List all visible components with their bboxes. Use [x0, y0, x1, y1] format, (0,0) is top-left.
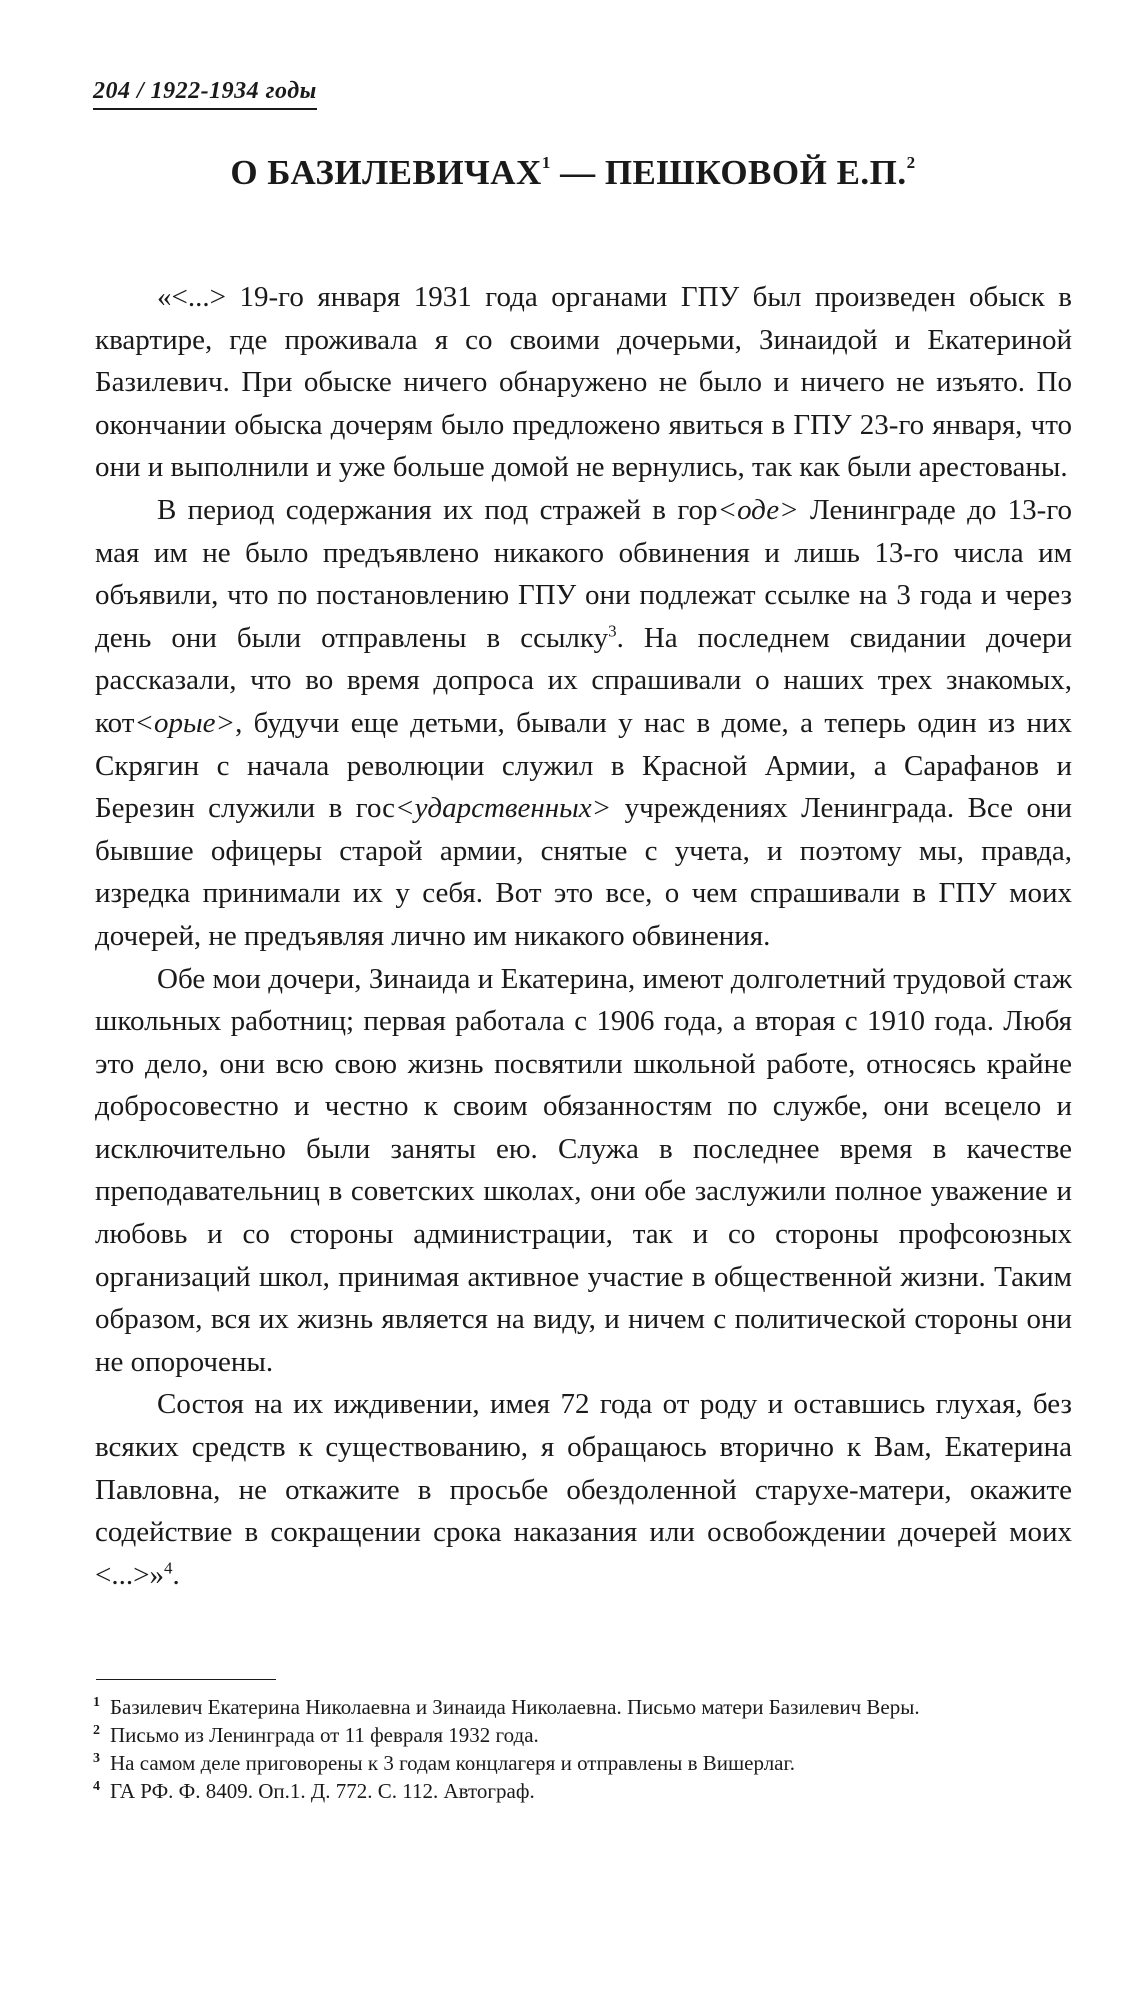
- p2-italic-c: <орые>: [134, 706, 236, 739]
- p2-text-b: Ленинграде до 13-го мая им не было предъявлено никакого обвинения и лишь 13-го числа им объявили, что по постановлению ГПУ они подлежат ссылке на 3 года и через день они были отправлены в ссылку: [95, 493, 1072, 654]
- footnotes: [93, 1693, 1074, 1805]
- p2-italic-d: <ударственных>: [395, 792, 612, 825]
- footnote-1: [93, 1693, 1074, 1721]
- p4-end: .: [172, 1558, 180, 1591]
- title-footnote-ref-2: 2: [906, 153, 916, 173]
- title-part-1: О БАЗИЛЕВИЧАХ: [230, 153, 542, 192]
- footnote-number: 2: [93, 1723, 100, 1738]
- p2-text-d: , будучи еще детьми, бывали у нас в доме, а теперь один из них Скрягин с начала революции служил в Красной Армии, а Сарафанов и Березин служили в гос: [95, 706, 1072, 825]
- footnote-text: Письмо из Ленинграда от 11 февраля 1932 года.: [110, 1723, 539, 1747]
- p4-text: Состоя на их иждивении, имея 72 года от роду и оставшись глухая, без всяких средств к существованию, я обращаюсь вторично к Вам, Екатерина Павловна, не откажите в просьбе обездоленной старухе-матери, окажите содействие в сокращении срока наказания или освобождении дочерей моих <...>»: [95, 1388, 1072, 1591]
- footnote-ref-4: 4: [163, 1558, 173, 1578]
- p2-text-c: . На последнем свидании дочери рассказали, что во время допроса их спрашивали о наших трех знакомых, кот: [95, 621, 1072, 739]
- page-title: [0, 153, 1146, 193]
- p2-text-e: учреждениях Ленинграда. Все они бывшие офицеры старой армии, снятые с учета, и поэтому мы, правда, изредка принимали их у себя. Вот это все, о чем спрашивали в ГПУ моих дочерей, не предъявляя лично им никакого обвинения.: [95, 792, 1072, 952]
- footnote-3: [93, 1749, 1074, 1777]
- footnote-text: ГА РФ. Ф. 8409. Оп.1. Д. 772. С. 112. Автограф.: [110, 1779, 535, 1803]
- footnote-number: 3: [93, 1751, 100, 1766]
- title-part-2: — ПЕШКОВОЙ Е.П.: [550, 153, 907, 192]
- p2-italic-a: <оде>: [717, 493, 799, 526]
- paragraph-2: [95, 489, 1072, 958]
- title-footnote-ref-1: 1: [541, 153, 551, 173]
- footnote-number: 4: [93, 1779, 100, 1794]
- footnote-number: 1: [93, 1695, 100, 1710]
- letter-body: [95, 276, 1072, 1596]
- footnote-text: Базилевич Екатерина Николаевна и Зинаида Николаевна. Письмо матери Базилевич Веры.: [110, 1695, 920, 1719]
- p2-text-a: В период содержания их под стражей в гор: [157, 493, 718, 526]
- paragraph-4: [95, 1383, 1072, 1596]
- footnote-2: [93, 1721, 1074, 1749]
- footnote-ref-3: 3: [608, 621, 617, 641]
- paragraph-3: Обе мои дочери, Зинаида и Екатерина, имеют долголетний трудовой стаж школьных работниц; первая работала с 1906 года, а вторая с 1910 года. Любя это дело, они всю свою жизнь посвятили школьной работе, относясь крайне добросовестно и честно к своим обязанностям по службе, они всецело и исключительно были заняты ею. Служа в последнее время в качестве преподавательниц в советских школах, они обе заслужили полное уважение и любовь и со стороны администрации, так и со стороны профсоюзных организаций школ, принимая активное участие в общественной жизни. Таким образом, вся их жизнь является на виду, и ничем с политической стороны они не опорочены.: [95, 962, 1072, 1378]
- footnote-divider: [96, 1679, 276, 1680]
- footnote-text: На самом деле приговорены к 3 годам концлагеря и отправлены в Вишерлаг.: [110, 1751, 795, 1775]
- running-head: 204 / 1922-1934 годы: [93, 78, 317, 110]
- footnote-4: [93, 1777, 1074, 1805]
- paragraph-1: «<...> 19-го января 1931 года органами ГПУ был произведен обыск в квартире, где проживала я со своими дочерьми, Зинаидой и Екатериной Базилевич. При обыске ничего обнаружено не было и ничего не изъято. По окончании обыска дочерям было предложено явиться в ГПУ 23-го января, что они и выполнили и уже больше домой не вернулись, так как были арестованы.: [95, 281, 1072, 484]
